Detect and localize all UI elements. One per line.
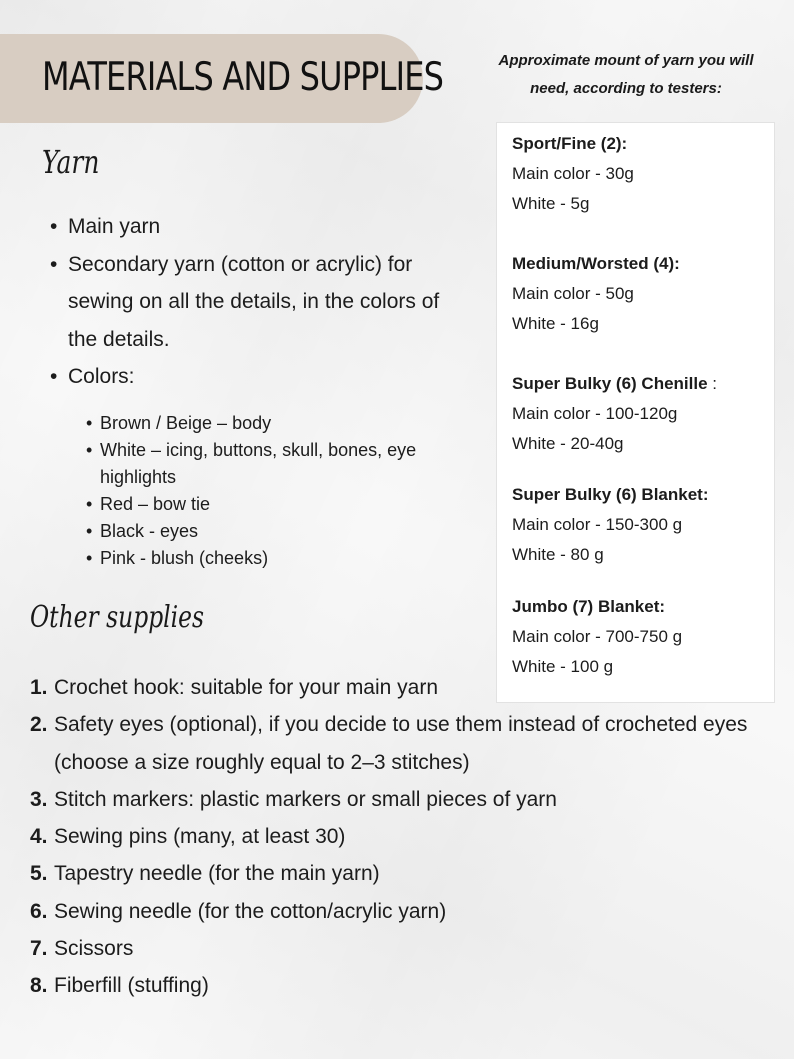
list-item: • Secondary yarn (cotton or acrylic) for sewing on all the details, in the colors of the details. bbox=[48, 246, 448, 359]
list-item: • Main yarn bbox=[48, 208, 448, 246]
list-item: • Brown / Beige – body bbox=[84, 410, 454, 437]
yarn-weight-heading bbox=[512, 592, 682, 622]
colors-list bbox=[84, 410, 454, 572]
yarn-weight-name: Super Bulky (6) Blanket: bbox=[512, 485, 709, 504]
item-text: Fiberfill (stuffing) bbox=[54, 974, 209, 998]
list-item: • Black - eyes bbox=[84, 518, 454, 545]
supplies-list bbox=[30, 669, 770, 1005]
item-text: Tapestry needle (for the main yarn) bbox=[54, 862, 380, 886]
list-item bbox=[30, 893, 770, 930]
item-text: Stitch markers: plastic markers or small pieces of yarn bbox=[54, 787, 557, 811]
list-item bbox=[30, 967, 770, 1004]
main-color-amount: Main color - 700-750 g bbox=[512, 627, 683, 646]
yarn-heading: Yarn bbox=[42, 143, 100, 181]
list-item bbox=[30, 781, 770, 818]
yarn-weight-block bbox=[512, 129, 634, 219]
item-number: 5. bbox=[30, 862, 48, 886]
yarn-weight-block bbox=[512, 480, 709, 570]
yarn-weight-block bbox=[512, 369, 717, 459]
item-text: Sewing pins (many, at least 30) bbox=[54, 825, 346, 849]
item-number: 7. bbox=[30, 937, 48, 961]
list-item: • Colors: bbox=[48, 358, 448, 396]
yarn-weight-heading bbox=[512, 480, 709, 510]
list-item bbox=[30, 855, 770, 892]
page-title: MATERIALS AND SUPPLIES bbox=[42, 55, 444, 100]
item-number: 8. bbox=[30, 974, 48, 998]
yarn-weight-heading bbox=[512, 249, 680, 279]
white-amount: White - 16g bbox=[512, 314, 599, 333]
white-amount: White - 20-40g bbox=[512, 434, 624, 453]
yarn-weight-name: Super Bulky (6) Chenille bbox=[512, 374, 708, 393]
yarn-weight-suffix: : bbox=[707, 374, 717, 393]
main-color-amount: Main color - 150-300 g bbox=[512, 515, 683, 534]
main-color-amount: Main color - 100-120g bbox=[512, 404, 678, 423]
list-item: • Red – bow tie bbox=[84, 491, 454, 518]
list-item bbox=[30, 818, 770, 855]
yarn-weight-name: Jumbo (7) Blanket: bbox=[512, 597, 666, 616]
yarn-weight-block bbox=[512, 592, 682, 682]
yarn-weight-name: Medium/Worsted (4): bbox=[512, 254, 680, 273]
yarn-weight-name: Sport/Fine (2): bbox=[512, 134, 628, 153]
item-number: 6. bbox=[30, 899, 48, 923]
main-color-amount: Main color - 50g bbox=[512, 284, 634, 303]
other-supplies-heading: Other supplies bbox=[30, 600, 205, 635]
list-item: • Pink - blush (cheeks) bbox=[84, 545, 454, 572]
white-amount: White - 80 g bbox=[512, 545, 604, 564]
list-item bbox=[30, 706, 770, 781]
item-number: 4. bbox=[30, 825, 48, 849]
item-text: Safety eyes (optional), if you decide to use them instead of crocheted eyes (choose a size roughly equal to 2–3 stitches) bbox=[54, 713, 748, 774]
yarn-weight-block bbox=[512, 249, 680, 339]
white-amount: White - 5g bbox=[512, 194, 590, 213]
item-number: 3. bbox=[30, 787, 48, 811]
item-text: Sewing needle (for the cotton/acrylic yarn) bbox=[54, 899, 447, 923]
item-number: 2. bbox=[30, 713, 48, 737]
item-number: 1. bbox=[30, 676, 48, 699]
main-color-amount: Main color - 30g bbox=[512, 164, 634, 183]
list-item: • White – icing, buttons, skull, bones, eye highlights bbox=[84, 437, 454, 491]
item-text: Scissors bbox=[54, 937, 134, 961]
white-amount: White - 100 g bbox=[512, 657, 614, 676]
yarn-weight-heading bbox=[512, 369, 717, 399]
list-item bbox=[30, 930, 770, 967]
item-text: Crochet hook: suitable for your main yarn bbox=[54, 676, 439, 699]
yarn-amount-note: Approximate mount of yarn you will need, according to testers: bbox=[498, 52, 754, 97]
yarn-list bbox=[48, 208, 448, 396]
yarn-weight-heading bbox=[512, 129, 634, 159]
